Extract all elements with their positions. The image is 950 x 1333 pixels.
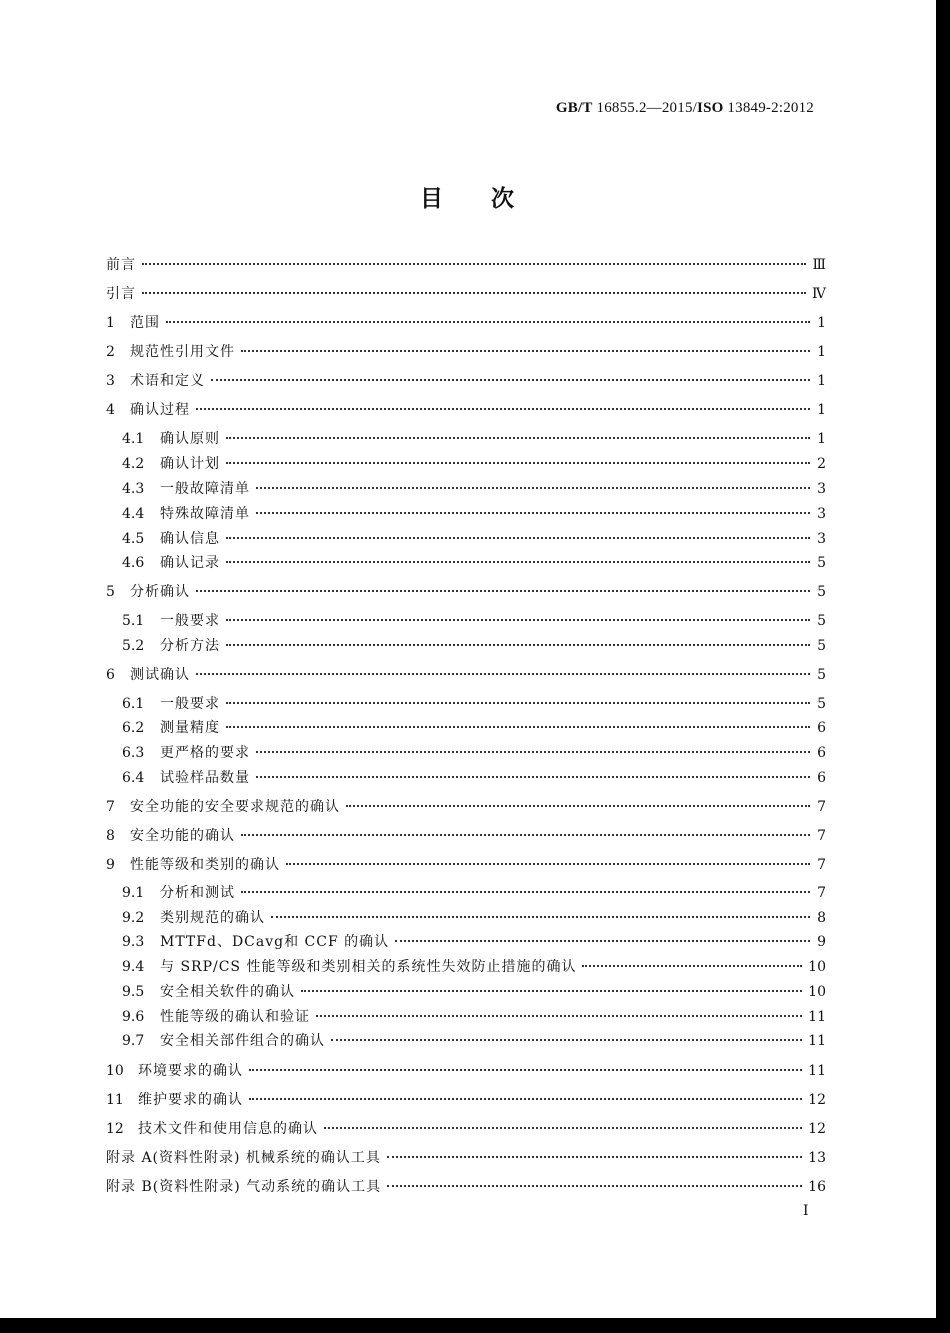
toc-entry-title: 确认计划 xyxy=(160,456,220,472)
toc-entry-page: 5 xyxy=(817,584,826,600)
toc-entry-number: 9.2 xyxy=(122,910,145,926)
dot-leader xyxy=(142,251,806,265)
dot-leader xyxy=(324,1115,802,1129)
toc-entry-number: 6.3 xyxy=(122,745,145,761)
dot-leader xyxy=(226,632,810,646)
toc-entry[interactable] xyxy=(122,610,826,632)
toc-entry-number: 5.2 xyxy=(122,638,145,654)
toc-entry-page: Ⅳ xyxy=(812,286,826,302)
toc-entry-title: 技术文件和使用信息的确认 xyxy=(138,1121,318,1137)
toc-entry-number: 9.6 xyxy=(122,1009,145,1025)
toc-entry-number: 9.3 xyxy=(122,934,145,950)
toc-entry-number: 5 xyxy=(106,584,115,600)
toc-entry[interactable] xyxy=(122,528,826,550)
dot-leader xyxy=(301,978,802,992)
toc-entry[interactable] xyxy=(106,664,826,686)
toc-entry[interactable] xyxy=(122,428,826,450)
toc-entry-number: 4.4 xyxy=(122,506,145,522)
toc-entry[interactable] xyxy=(122,1030,826,1052)
toc-entry-page: 7 xyxy=(817,885,826,901)
toc-entry-title: 维护要求的确认 xyxy=(138,1092,243,1108)
toc-entry-number: 9 xyxy=(106,857,115,873)
dot-leader xyxy=(286,851,810,865)
dot-leader xyxy=(196,396,810,410)
toc-entry-title: 确认记录 xyxy=(160,555,220,571)
toc-entry-title: 测量精度 xyxy=(160,720,220,736)
toc-entry-number: 9.4 xyxy=(122,959,145,975)
toc-entry-page: 12 xyxy=(808,1092,826,1108)
toc-entry-number: 4.1 xyxy=(122,431,145,447)
toc-entry-title: 安全功能的安全要求规范的确认 xyxy=(130,799,340,815)
toc-entry-title: 一般要求 xyxy=(160,613,220,629)
toc-entry-title: 更严格的要求 xyxy=(160,745,250,761)
toc-entry-title: 性能等级的确认和验证 xyxy=(160,1009,310,1025)
toc-entry-page: 6 xyxy=(817,770,826,786)
toc-entry-number: 9.7 xyxy=(122,1033,145,1049)
toc-entry[interactable] xyxy=(106,796,826,818)
toc-entry-title: 性能等级和类别的确认 xyxy=(130,857,280,873)
dot-leader xyxy=(387,1173,802,1187)
toc-entry-number: 4 xyxy=(106,402,115,418)
toc-entry-number: 6 xyxy=(106,667,115,683)
toc-entry-page: 7 xyxy=(817,799,826,815)
toc-entry-title: 前言 xyxy=(106,257,136,273)
toc-entry-number: 3 xyxy=(106,373,115,389)
dot-leader xyxy=(226,607,810,621)
toc-entry[interactable] xyxy=(122,453,826,475)
toc-entry-number: 2 xyxy=(106,344,115,360)
toc-entry-page: 1 xyxy=(817,344,826,360)
dot-leader xyxy=(226,714,810,728)
dot-leader xyxy=(271,904,810,918)
toc-entry-page: 1 xyxy=(817,402,826,418)
dot-leader xyxy=(256,739,810,753)
dot-leader xyxy=(196,661,810,675)
dot-leader xyxy=(582,953,802,967)
toc-entry[interactable] xyxy=(122,956,826,978)
dot-leader xyxy=(256,764,810,778)
toc-entry-title: 附录 B(资料性附录) 气动系统的确认工具 xyxy=(106,1179,382,1195)
toc-entry-page: 11 xyxy=(808,1033,826,1049)
toc-entry[interactable] xyxy=(122,552,826,574)
toc-entry-page: 3 xyxy=(817,506,826,522)
toc-entry-number: 6.4 xyxy=(122,770,145,786)
toc-entry-title: 分析和测试 xyxy=(160,885,235,901)
dot-leader xyxy=(226,425,810,439)
toc-entry-page: 5 xyxy=(817,696,826,712)
toc-entry-page: 1 xyxy=(817,315,826,331)
page-number: I xyxy=(803,1203,809,1219)
toc-entry[interactable] xyxy=(122,693,826,715)
toc-entry-title: 分析方法 xyxy=(160,638,220,654)
toc-entry-title: 安全功能的确认 xyxy=(130,828,235,844)
toc-entry-page: 8 xyxy=(817,910,826,926)
toc-entry-number: 10 xyxy=(106,1063,124,1079)
toc-entry-page: 5 xyxy=(817,667,826,683)
toc-entry[interactable] xyxy=(106,1147,826,1169)
toc-entry[interactable] xyxy=(122,503,826,525)
toc-entry[interactable] xyxy=(122,882,826,904)
toc-entry-page: 1 xyxy=(817,431,826,447)
dot-leader xyxy=(211,367,810,381)
toc-entry-number: 4.3 xyxy=(122,481,145,497)
dot-leader xyxy=(241,822,810,836)
toc-entry-title: 术语和定义 xyxy=(130,373,205,389)
dot-leader xyxy=(142,280,806,294)
toc-entry-title: 确认过程 xyxy=(130,402,190,418)
toc-entry[interactable] xyxy=(106,312,826,334)
toc-entry[interactable] xyxy=(106,581,826,603)
dot-leader xyxy=(256,500,810,514)
toc-entry-number: 6.2 xyxy=(122,720,145,736)
dot-leader xyxy=(226,450,810,464)
toc-entry-title: 确认原则 xyxy=(160,431,220,447)
toc-entry[interactable] xyxy=(106,341,826,363)
dot-leader xyxy=(241,879,810,893)
toc-entry-page: 2 xyxy=(817,456,826,472)
toc-entry-page: 10 xyxy=(808,959,826,975)
toc-entry[interactable] xyxy=(106,1089,826,1111)
toc-entry-number: 12 xyxy=(106,1121,124,1137)
dot-leader xyxy=(346,793,810,807)
toc-entry-page: 6 xyxy=(817,720,826,736)
toc-entry-page: 7 xyxy=(817,857,826,873)
toc-entry-title: 环境要求的确认 xyxy=(138,1063,243,1079)
dot-leader xyxy=(395,928,810,942)
toc-entry-number: 6.1 xyxy=(122,696,145,712)
dot-leader xyxy=(241,338,810,352)
toc-entry-page: 11 xyxy=(808,1063,826,1079)
toc-entry-title: 引言 xyxy=(106,286,136,302)
toc-entry-title: 测试确认 xyxy=(130,667,190,683)
toc-entry-number: 5.1 xyxy=(122,613,145,629)
toc-entry-title: 一般故障清单 xyxy=(160,481,250,497)
page-title: 目 次 xyxy=(420,186,516,212)
toc-entry-page: 3 xyxy=(817,531,826,547)
toc-entry-title: 规范性引用文件 xyxy=(130,344,235,360)
toc-entry-title: 确认信息 xyxy=(160,531,220,547)
toc-entry-page: 11 xyxy=(808,1009,826,1025)
toc-entry[interactable] xyxy=(122,635,826,657)
toc-entry-page: 13 xyxy=(808,1150,826,1166)
toc-entry[interactable] xyxy=(106,370,826,392)
dot-leader xyxy=(387,1144,802,1158)
toc-entry-title: 安全相关软件的确认 xyxy=(160,984,295,1000)
toc-entry[interactable] xyxy=(106,854,826,876)
toc-entry-number: 9.5 xyxy=(122,984,145,1000)
toc-entry-number: 11 xyxy=(106,1092,124,1108)
toc-entry-title: 类别规范的确认 xyxy=(160,910,265,926)
dot-leader xyxy=(331,1027,802,1041)
toc-entry-page: 3 xyxy=(817,481,826,497)
dot-leader xyxy=(226,690,810,704)
toc-entry-page: 5 xyxy=(817,638,826,654)
toc-entry[interactable] xyxy=(122,981,826,1003)
toc-entry-page: Ⅲ xyxy=(812,257,826,273)
toc-entry[interactable] xyxy=(106,283,826,305)
dot-leader xyxy=(226,549,810,563)
toc-entry-title: 范围 xyxy=(130,315,160,331)
dot-leader xyxy=(196,578,810,592)
toc-entry-number: 1 xyxy=(106,315,115,331)
toc-entry-page: 1 xyxy=(817,373,826,389)
dot-leader xyxy=(256,475,810,489)
toc-entry-number: 4.5 xyxy=(122,531,145,547)
toc-entry[interactable] xyxy=(106,254,826,276)
toc-entry-number: 9.1 xyxy=(122,885,145,901)
toc-entry[interactable] xyxy=(122,907,826,929)
dot-leader xyxy=(249,1057,802,1071)
toc-entry-title: 试验样品数量 xyxy=(160,770,250,786)
dot-leader xyxy=(249,1086,802,1100)
toc-entry-page: 12 xyxy=(808,1121,826,1137)
toc-entry[interactable] xyxy=(122,717,826,739)
toc-entry-title: 与 SRP/CS 性能等级和类别相关的系统性失效防止措施的确认 xyxy=(160,959,577,975)
toc-entry-page: 16 xyxy=(808,1179,826,1195)
toc-entry[interactable] xyxy=(122,742,826,764)
dot-leader xyxy=(316,1003,802,1017)
toc-entry[interactable] xyxy=(122,478,826,500)
toc-entry-number: 7 xyxy=(106,799,115,815)
toc-entry[interactable] xyxy=(122,1006,826,1028)
toc-entry-number: 8 xyxy=(106,828,115,844)
toc-entry[interactable] xyxy=(106,1118,826,1140)
toc-entry-title: 附录 A(资料性附录) 机械系统的确认工具 xyxy=(106,1150,381,1166)
toc-entry[interactable] xyxy=(106,399,826,421)
toc-entry[interactable] xyxy=(122,931,826,953)
toc-entry-page: 6 xyxy=(817,745,826,761)
toc-entry-title: 一般要求 xyxy=(160,696,220,712)
toc-entry-number: 4.6 xyxy=(122,555,145,571)
toc-entry[interactable] xyxy=(106,825,826,847)
toc-entry-page: 5 xyxy=(817,555,826,571)
toc-entry-page: 9 xyxy=(817,934,826,950)
dot-leader xyxy=(166,309,810,323)
toc-entry[interactable] xyxy=(106,1176,826,1198)
dot-leader xyxy=(226,525,810,539)
toc-entry[interactable] xyxy=(106,1060,826,1082)
toc-entry[interactable] xyxy=(122,767,826,789)
toc-entry-page: 10 xyxy=(808,984,826,1000)
toc-entry-title: MTTFd、DCavg和 CCF 的确认 xyxy=(160,934,390,950)
standard-code: GB/T 16855.2—2015/ISO 13849-2:2012 xyxy=(555,100,814,116)
toc-entry-number: 4.2 xyxy=(122,456,145,472)
toc-entry-title: 特殊故障清单 xyxy=(160,506,250,522)
toc-entry-page: 5 xyxy=(817,613,826,629)
toc-entry-title: 分析确认 xyxy=(130,584,190,600)
toc-entry-page: 7 xyxy=(817,828,826,844)
toc-entry-title: 安全相关部件组合的确认 xyxy=(160,1033,325,1049)
